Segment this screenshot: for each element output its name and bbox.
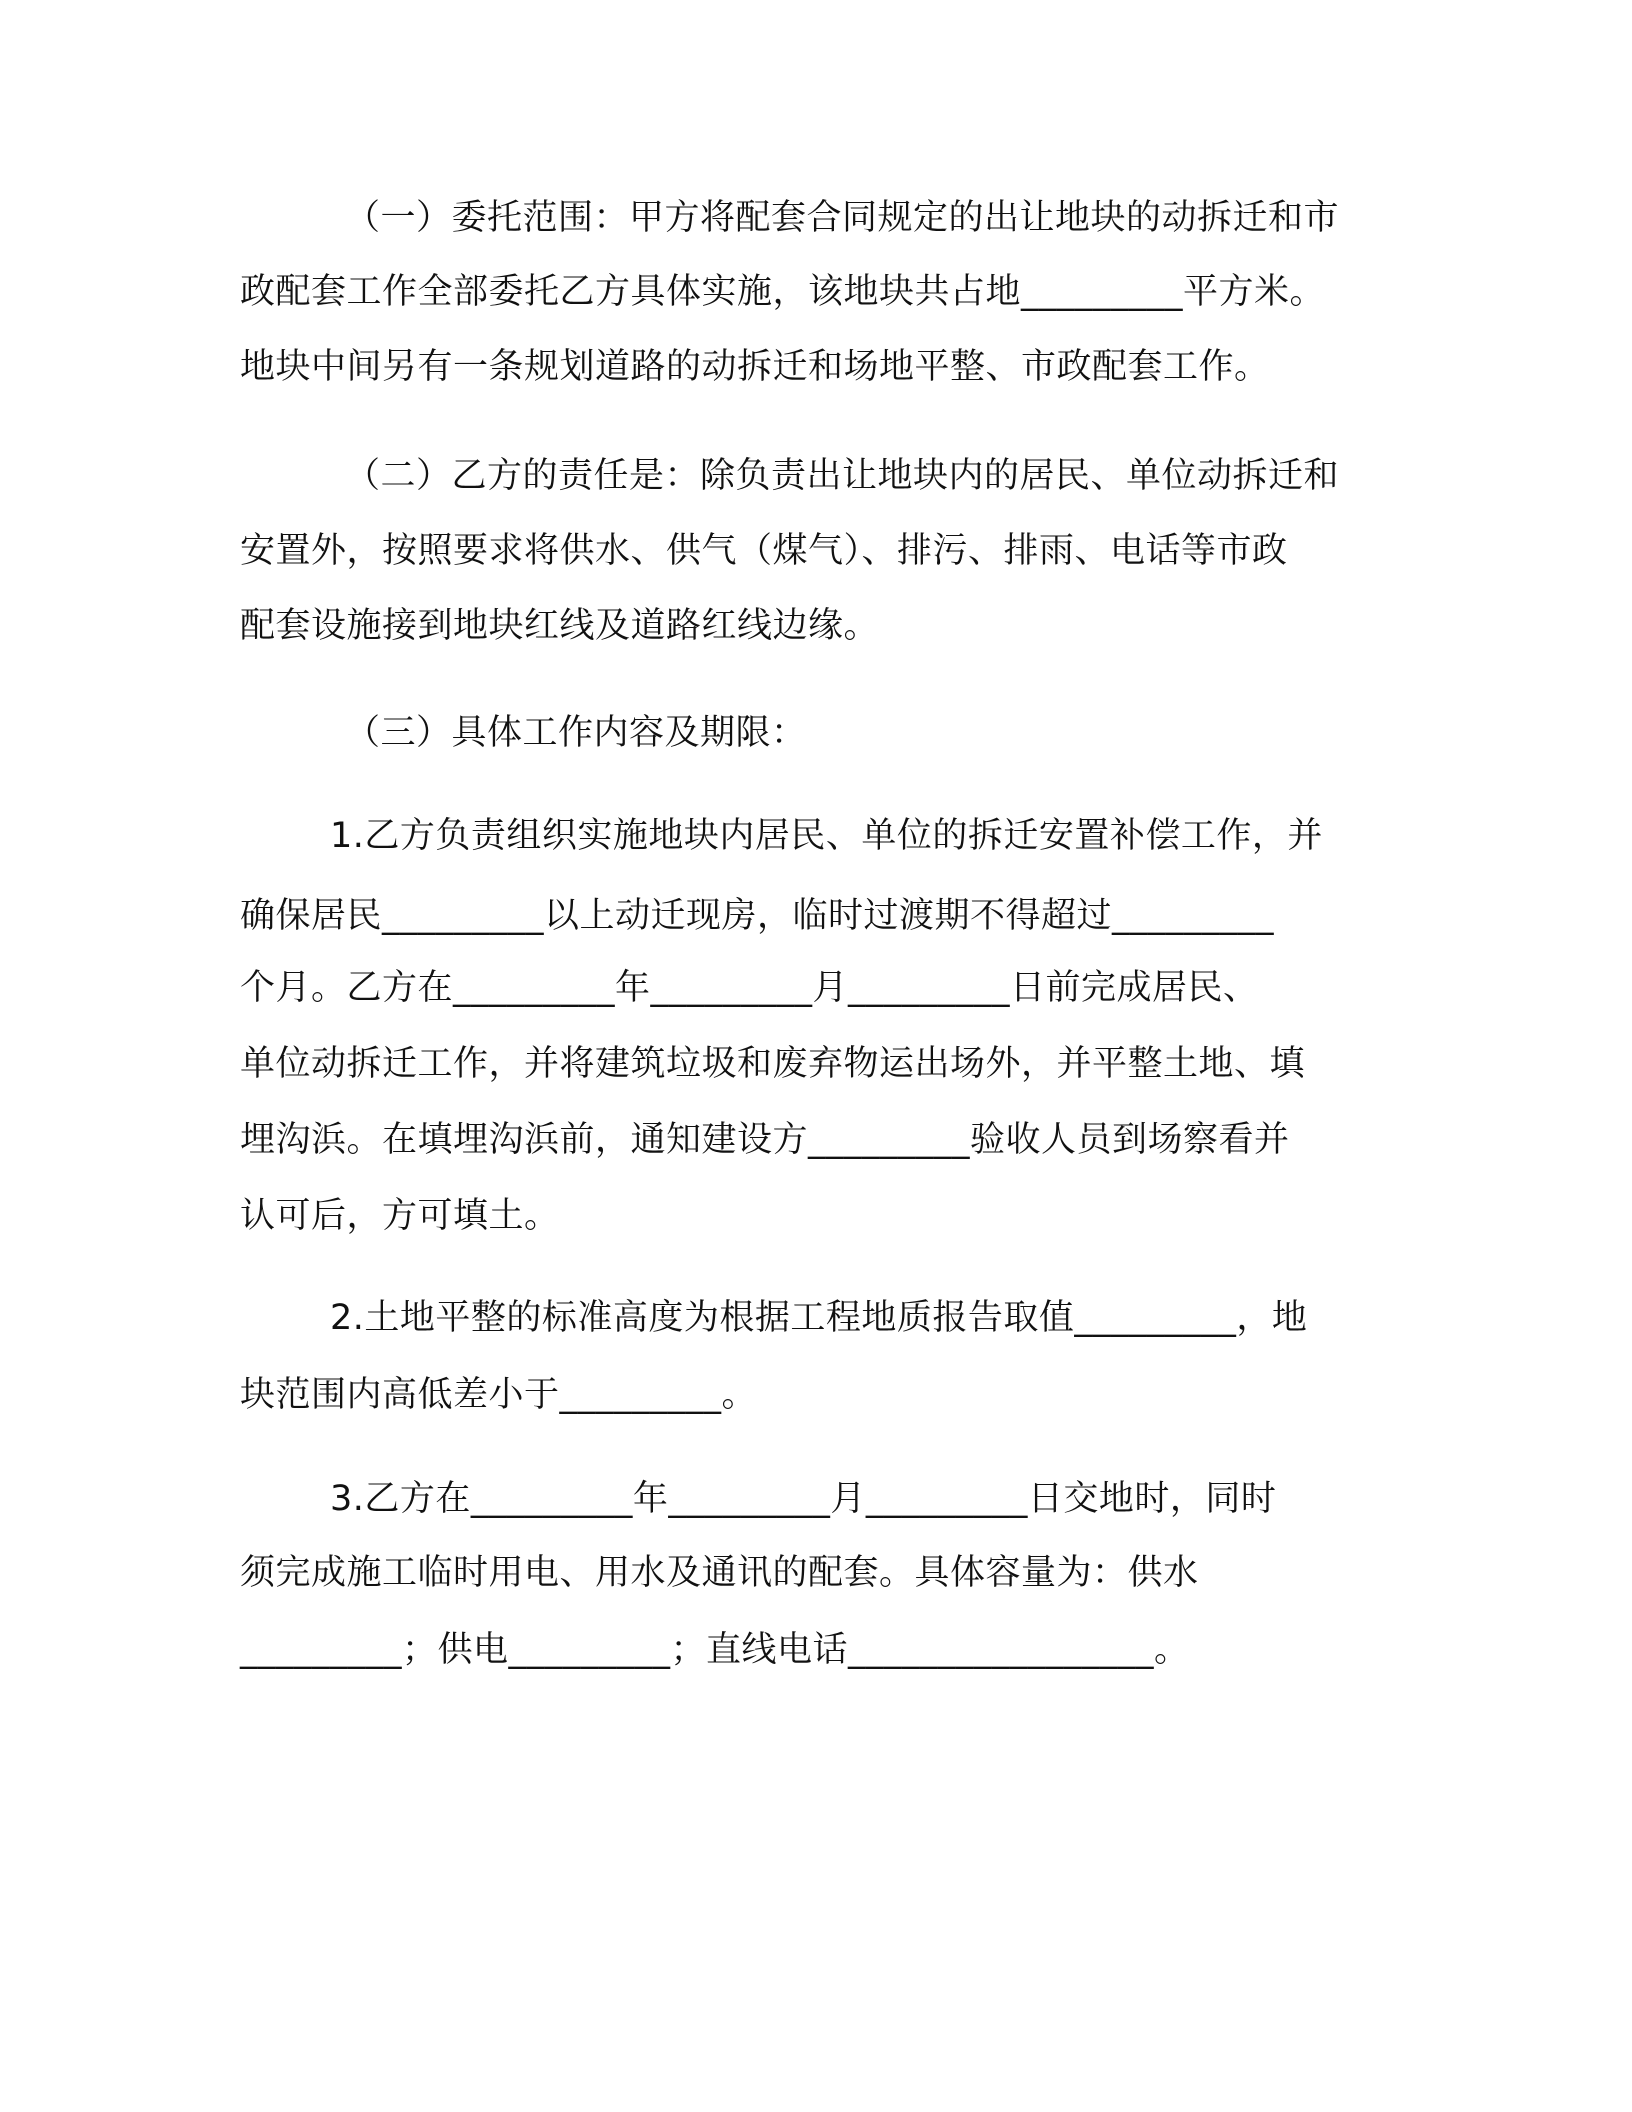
section-2-line-2: 安置外，按照要求将供水、供气（煤气）、排污、排雨、电话等市政 <box>240 531 1288 571</box>
section-3-heading: （三）具体工作内容及期限： <box>345 713 807 753</box>
item-1-line-5: 埋沟浜。在填埋沟浜前，通知建设方_________验收人员到场察看并 <box>240 1120 1290 1160</box>
section-2-line-3: 配套设施接到地块红线及道路红线边缘。 <box>240 606 880 646</box>
item-1-line-2: 确保居民_________以上动迁现房，临时过渡期不得超过_________ <box>240 896 1275 936</box>
item-1-line-3: 个月。乙方在_________年_________月_________日前完成居民、 <box>240 968 1259 1008</box>
item-1-line-1: 1.乙方负责组织实施地块内居民、单位的拆迁安置补偿工作，并 <box>330 816 1323 856</box>
item-2-line-2: 块范围内高低差小于_________。 <box>240 1375 758 1415</box>
item-3-line-3: _________；供电_________；直线电话_________________。 <box>240 1630 1190 1670</box>
item-3-line-1: 3.乙方在_________年_________月_________日交地时，同时 <box>330 1479 1277 1519</box>
item-1-line-4: 单位动拆迁工作，并将建筑垃圾和废弃物运出场外，并平整土地、填 <box>240 1044 1306 1084</box>
section-1-line-2: 政配套工作全部委托乙方具体实施，该地块共占地_________平方米。 <box>240 272 1326 312</box>
item-1-line-6: 认可后，方可填土。 <box>240 1196 560 1236</box>
section-1-line-1: （一）委托范围：甲方将配套合同规定的出让地块的动拆迁和市 <box>345 198 1340 238</box>
item-2-line-1: 2.土地平整的标准高度为根据工程地质报告取值_________，地 <box>330 1298 1308 1338</box>
section-1-line-3: 地块中间另有一条规划道路的动拆迁和场地平整、市政配套工作。 <box>240 347 1270 387</box>
item-3-line-2: 须完成施工临时用电、用水及通讯的配套。具体容量为：供水 <box>240 1553 1199 1593</box>
section-2-line-1: （二）乙方的责任是：除负责出让地块内的居民、单位动拆迁和 <box>345 456 1340 496</box>
